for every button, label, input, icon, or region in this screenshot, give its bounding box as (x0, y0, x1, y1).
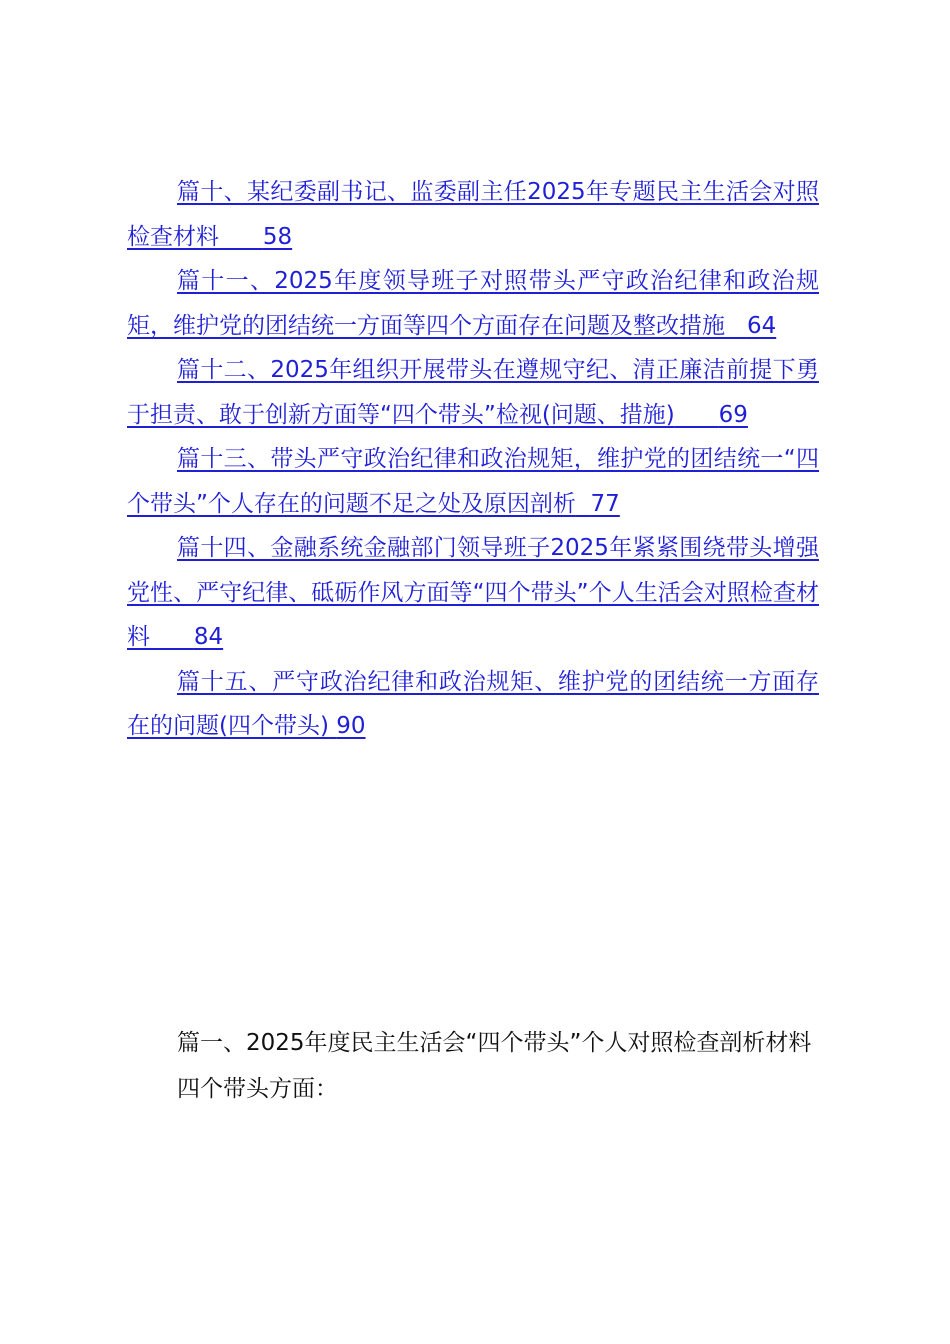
toc-entry-title: 篇十三、带头严守政治纪律和政治规矩，维护党的团结统一“四个带头”个人存在的问题不足之处及原因剖析 (127, 446, 819, 517)
section-title: 篇一、2025年度民主生活会“四个带头”个人对照检查剖析材料 (177, 1030, 812, 1056)
toc-entry-gap (150, 624, 194, 650)
toc-entry-gap (675, 402, 719, 428)
toc-entry-page-number: 64 (746, 312, 777, 339)
table-of-contents (127, 170, 819, 749)
toc-entry-13[interactable] (127, 437, 819, 526)
toc-entry-12[interactable] (127, 348, 819, 437)
toc-entry-title: 篇十四、金融系统金融部门领导班子2025年紧紧围绕带头增强党性、严守纪律、砥砺作风方面等“四个带头”个人生活会对照检查材料 (127, 535, 819, 650)
toc-entry-page-number: 90 (336, 713, 366, 739)
toc-entry-gap (725, 313, 747, 339)
toc-entry-page-number: 58 (262, 223, 293, 250)
toc-entry-page-number: 69 (718, 401, 748, 428)
toc-entry-15[interactable] (127, 660, 819, 749)
toc-entry-10[interactable] (127, 170, 819, 259)
toc-entry-11[interactable] (127, 259, 819, 348)
section-subheading: 四个带头方面： (177, 1076, 338, 1102)
toc-entry-gap (219, 224, 263, 250)
toc-entry-title: 篇十二、2025年组织开展带头在遵规守纪、清正廉洁前提下勇于担责、敢于创新方面等“四个带头”检视(问题、措施) (127, 357, 819, 428)
toc-entry-14[interactable] (127, 526, 819, 660)
toc-entry-title: 篇十一、2025年度领导班子对照带头严守政治纪律和政治规矩，维护党的团结统一方面等四个方面存在问题及整改措施 (127, 268, 819, 339)
toc-entry-gap (576, 491, 591, 517)
toc-entry-page-number: 84 (193, 624, 224, 650)
toc-entry-title: 篇十五、严守政治纪律和政治规矩、维护党的团结统一方面存在的问题(四个带头) (127, 668, 819, 739)
toc-entry-page-number: 77 (590, 490, 620, 517)
document-body (127, 1020, 819, 1112)
toc-entry-title: 篇十、某纪委副书记、监委副主任2025年专题民主生活会对照检查材料 (127, 179, 819, 250)
